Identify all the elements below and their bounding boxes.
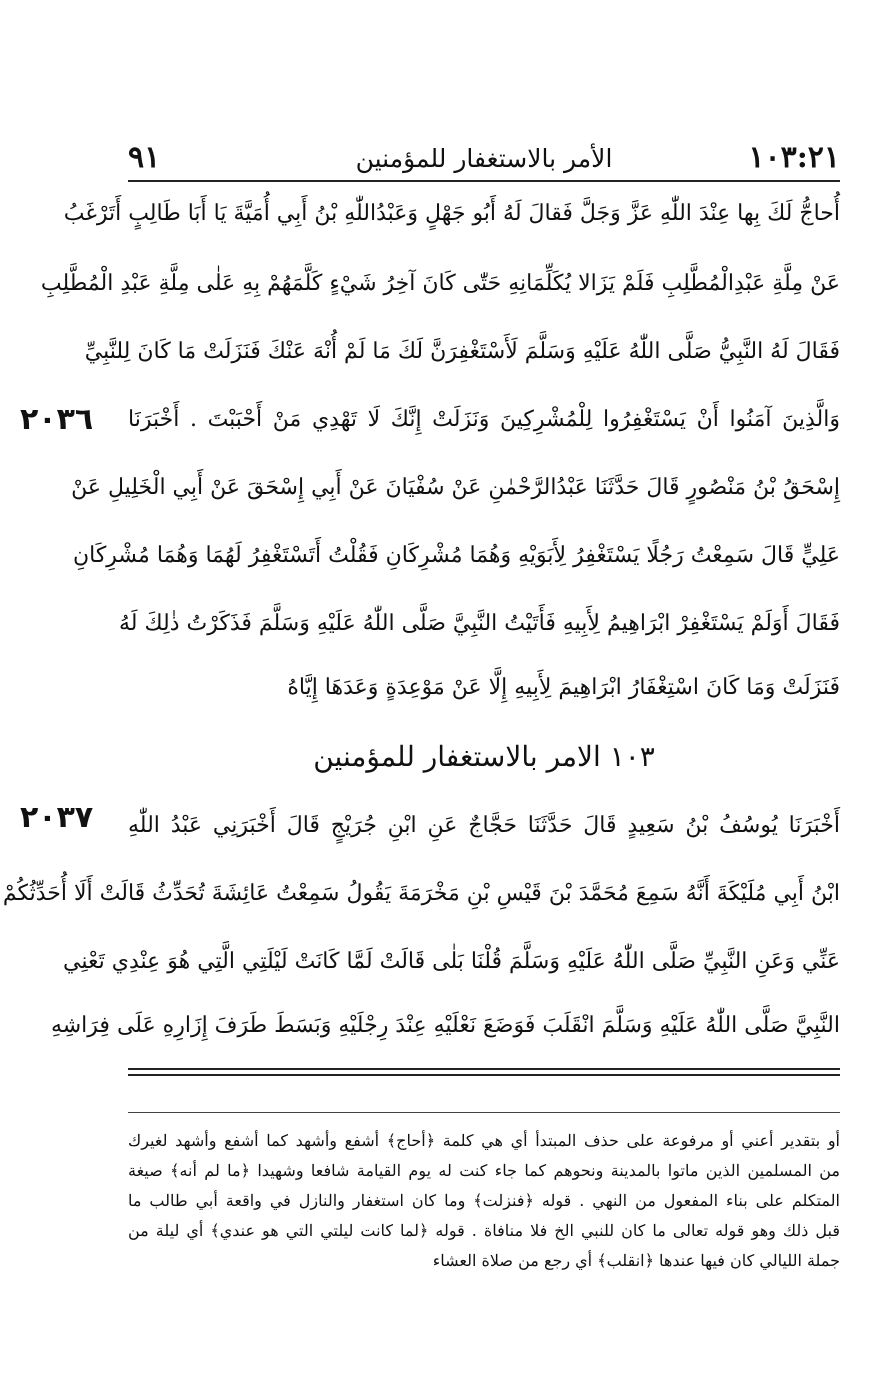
footnote-rule: [128, 1112, 840, 1113]
body-end-rule: [128, 1068, 840, 1070]
body-line: أَخْبَرَنَا يُوسُفُ بْنُ سَعِيدٍ قَالَ حَدَّثَنَا حَجَّاجٌ عَنِ ابْنِ جُرَيْجٍ قَالَ أَخْبَرَنِي عَبْدُ اللّٰهِ: [128, 813, 840, 838]
hadith-number: ٢٠٣٧: [20, 800, 94, 835]
hadith-number: ٢٠٣٦: [20, 402, 94, 437]
body-line: فَقَالَ أَوَلَمْ يَسْتَغْفِرْ ابْرَاهِيمُ لِأَبِيهِ فَأَتَيْتُ النَّبِيَّ صَلَّى اللّٰهُ عَلَيْهِ وَسَلَّمَ فَذَكَرْتُ ذٰلِكَ لَهُ: [118, 611, 840, 636]
header-verse-reference: ١٠٣:٢١: [748, 140, 840, 175]
body-line: إِسْحَقُ بْنُ مَنْصُورٍ قَالَ حَدَّثَنَا عَبْدُالرَّحْمٰنِ عَنْ سُفْيَانَ عَنْ أَبِي إِسْحَقَ عَنْ أَبِي الْخَلِيلِ عَنْ: [71, 475, 840, 500]
body-line: عَنِّي وَعَنِ النَّبِيِّ صَلَّى اللّٰهُ عَلَيْهِ وَسَلَّمَ قُلْنَا بَلٰى قَالَتْ لَمَّا كَانَتْ لَيْلَتِي الَّتِي هُوَ عِنْدِي تَعْنِي: [63, 949, 840, 974]
header-page-number: ٩١: [128, 140, 161, 175]
body-line: فَنَزَلَتْ وَمَا كَانَ اسْتِغْفَارُ ابْرَاهِيمَ لِأَبِيهِ إِلَّا عَنْ مَوْعِدَةٍ وَعَدَهَا إِيَّاهُ: [287, 675, 840, 700]
header-rule: [128, 180, 840, 182]
body-line: النَّبِيَّ صَلَّى اللّٰهُ عَلَيْهِ وَسَلَّمَ انْقَلَبَ فَوَضَعَ نَعْلَيْهِ عِنْدَ رِجْلَيْهِ وَبَسَطَ طَرَفَ إِزَارِهِ عَلَى فِرَاشِهِ: [50, 1013, 840, 1038]
body-line: عَلِيٍّ قَالَ سَمِعْتُ رَجُلًا يَسْتَغْفِرُ لِأَبَوَيْهِ وَهُمَا مُشْرِكَانِ فَقُلْتُ أَتَسْتَغْفِرُ لَهُمَا وَهُمَا مُشْرِكَانِ: [72, 543, 840, 568]
footnote-line: المتكلم على بناء المفعول من النهي . قوله ﴿فنزلت﴾ وما كان استغفار والنازل في واقعة أبي طالب ما: [128, 1191, 840, 1210]
footnote-line: من المسلمين الذين ماتوا بالمدينة ونحوهم كما جاء كنت له يوم القيامة شافعا وشهيدا ﴿ما لم أنه﴾ صيغة: [128, 1161, 841, 1180]
footnote-line: أو بتقدير أعني أو مرفوعة على حذف المبتدأ أي هي كلمة ﴿أحاج﴾ أشفع وأشهد كما أشفع وأشهد لغيرك: [128, 1131, 840, 1150]
body-line: وَالَّذِينَ آمَنُوا أَنْ يَسْتَغْفِرُوا لِلْمُشْرِكِينَ وَنَزَلَتْ إِنَّكَ لَا تَهْدِي مَنْ أَحْبَبْتَ . أَخْبَرَنَا: [128, 407, 840, 432]
chapter-heading: ١٠٣ الامر بالاستغفار للمؤمنين: [313, 740, 655, 773]
body-line: ابْنُ أَبِي مُلَيْكَةَ أَنَّهُ سَمِعَ مُحَمَّدَ بْنَ قَيْسِ بْنِ مَخْرَمَةَ يَقُولُ سَمِعْتُ عَائِشَةَ تُحَدِّثُ قَالَتْ أَلَا أُحَدِّثُكُمْ: [2, 881, 840, 906]
footnote-line: جملة الليالي كان فيها عندها ﴿انقلب﴾ أي رجع من صلاة العشاء: [432, 1251, 840, 1270]
body-end-rule: [128, 1074, 840, 1076]
body-line: فَقَالَ لَهُ النَّبِيُّ صَلَّى اللّٰهُ عَلَيْهِ وَسَلَّمَ لَأَسْتَغْفِرَنَّ لَكَ مَا لَمْ أُنْهَ عَنْكَ فَنَزَلَتْ مَا كَانَ لِلنَّبِيِّ: [84, 339, 840, 364]
body-line: عَنْ مِلَّةِ عَبْدِالْمُطَّلِبِ فَلَمْ يَزَالا يُكَلِّمَانِهِ حَتّٰى كَانَ آخِرُ شَيْءٍ كَلَّمَهُمْ بِهِ عَلٰى مِلَّةِ عَبْدِ الْمُطَّلِبِ: [40, 271, 840, 296]
footnote-line: قبل ذلك وهو قوله تعالى ما كان للنبي الخ فلا منافاة . قوله ﴿لما كانت ليلتي التي هو عندي﴾ أي ليلة من: [128, 1221, 840, 1240]
page-header: [128, 140, 840, 180]
body-line: أُحاجُّ لَكَ بِها عِنْدَ اللّٰهِ عَزَّ وَجَلَّ فَقالَ لَهُ أَبُو جَهْلٍ وَعَبْدُاللّٰهِ بْنُ أَبِي أُمَيَّةَ يَا أَبَا طَالِبٍ أَتَرْغَبُ: [63, 201, 840, 226]
header-chapter-title: الأمر بالاستغفار للمؤمنين: [355, 144, 613, 173]
